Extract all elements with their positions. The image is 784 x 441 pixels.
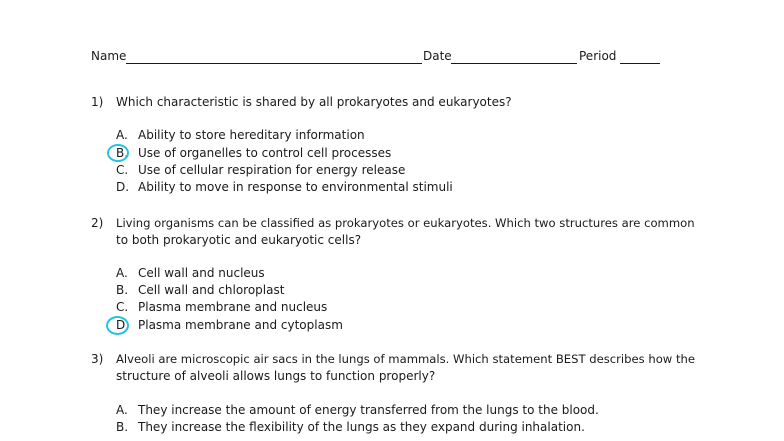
option-letter: A. (116, 403, 128, 417)
option-letter: A. (116, 128, 128, 142)
option-text: Use of cellular respiration for energy release (138, 163, 406, 177)
period-label: Period (579, 49, 617, 63)
option-text: Cell wall and nucleus (138, 266, 265, 280)
option-text: Plasma membrane and nucleus (138, 300, 328, 314)
option-letter: D. (116, 180, 130, 194)
option-text: Ability to store hereditary information (138, 128, 365, 142)
answer-circle-mark (107, 144, 129, 162)
question-text: Which characteristic is shared by all prokaryotes and eukaryotes? (116, 95, 512, 109)
name-blank (126, 63, 422, 64)
question-number: 2) (91, 216, 104, 230)
option-text: Cell wall and chloroplast (138, 283, 285, 297)
option-letter: B. (116, 283, 129, 297)
option-text: Plasma membrane and cytoplasm (138, 318, 343, 332)
period-blank (620, 63, 660, 64)
option-text: Ability to move in response to environmental stimuli (138, 180, 453, 194)
answer-circle-mark (106, 316, 129, 335)
option-letter: A. (116, 266, 128, 280)
question-text-line-1: Alveoli are microscopic air sacs in the lungs of mammals. Which statement BEST describes how the (116, 352, 695, 366)
option-letter: B. (116, 146, 129, 160)
date-label: Date (423, 49, 452, 63)
option-letter: C. (116, 163, 129, 177)
date-blank (451, 63, 577, 64)
question-number: 3) (91, 352, 104, 366)
option-letter: D. (116, 318, 130, 332)
option-letter: C. (116, 300, 129, 314)
question-text-line-2: structure of alveoli allows lungs to function properly? (116, 369, 436, 383)
option-text: They increase the amount of energy transferred from the lungs to the blood. (138, 403, 599, 417)
option-text: They increase the flexibility of the lungs as they expand during inhalation. (138, 420, 585, 434)
question-text-line-1: Living organisms can be classified as prokaryotes or eukaryotes. Which two structures are common (116, 216, 695, 230)
name-label: Name (91, 49, 127, 63)
option-letter: B. (116, 420, 129, 434)
option-text: Use of organelles to control cell processes (138, 146, 392, 160)
question-text-line-2: to both prokaryotic and eukaryotic cells? (116, 233, 362, 247)
question-number: 1) (91, 95, 104, 109)
